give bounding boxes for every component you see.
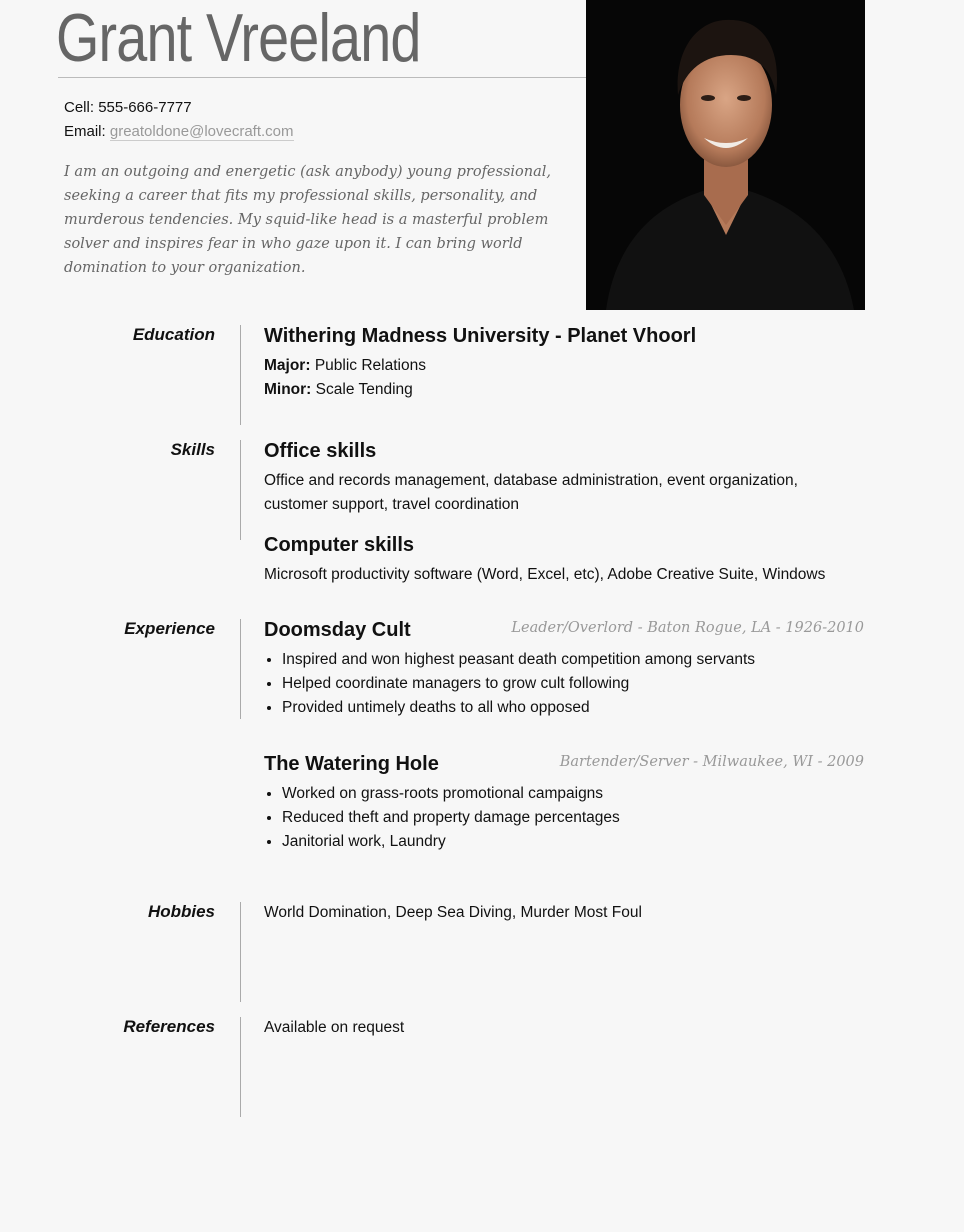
hobbies-section xyxy=(264,901,864,925)
list-item: • Helped coordinate managers to grow cult following xyxy=(282,672,864,696)
email-label: Email: xyxy=(64,123,106,140)
references-divider xyxy=(240,1017,241,1117)
hobbies-divider xyxy=(240,902,241,1002)
objective-statement: I am an outgoing and energetic (ask anybody) young professional, seeking a career that fits my professional skills, personality, and murderous tendencies. My squid-like head is a masterful problem solver and inspires fear in who gaze upon it. I can bring world domination to your organization. xyxy=(64,164,551,276)
hobbies-text: World Domination, Deep Sea Diving, Murder Most Foul xyxy=(264,904,642,921)
skill-group-title: Office skills xyxy=(264,440,377,462)
major-label: Major: xyxy=(264,357,311,374)
list-item: • Provided untimely deaths to all who opposed xyxy=(282,696,864,720)
experience-job xyxy=(264,752,864,854)
references-section xyxy=(264,1016,864,1040)
education-divider xyxy=(240,325,241,425)
skill-group-text: Office and records management, database administration, event organization, customer support, travel coordination xyxy=(264,472,798,513)
name-divider xyxy=(58,77,586,78)
job-bullets xyxy=(264,648,864,720)
email-link[interactable]: greatoldone@lovecraft.com xyxy=(109,123,294,140)
skill-group-text: Microsoft productivity software (Word, Excel, etc), Adobe Creative Suite, Windows xyxy=(264,566,826,583)
job-meta: Leader/Overlord - Baton Rogue, LA - 1926-2010 xyxy=(511,620,864,636)
job-company: The Watering Hole xyxy=(264,753,439,775)
section-label-experience: Experience xyxy=(124,619,215,638)
section-label-hobbies: Hobbies xyxy=(147,902,215,921)
cell-label: Cell: xyxy=(64,99,95,116)
portrait-photo-icon xyxy=(586,0,865,310)
list-item: • Inspired and won highest peasant death competition among servants xyxy=(282,648,864,672)
major-value: Public Relations xyxy=(314,357,426,374)
list-item: • Janitorial work, Laundry xyxy=(282,830,864,854)
list-item: • Reduced theft and property damage percentages xyxy=(282,806,864,830)
portrait-photo xyxy=(586,0,865,310)
section-label-skills: Skills xyxy=(170,440,215,459)
email-line xyxy=(64,120,294,144)
skills-section xyxy=(264,439,864,587)
job-bullets xyxy=(264,782,864,854)
resume-name: Grant Vreeland xyxy=(56,0,421,76)
contact-info xyxy=(64,96,294,144)
education-school: Withering Madness University - Planet Vhoorl xyxy=(264,325,697,347)
list-item: • Worked on grass-roots promotional campaigns xyxy=(282,782,864,806)
experience-job xyxy=(264,618,864,720)
section-label-references: References xyxy=(123,1017,215,1036)
job-meta: Bartender/Server - Milwaukee, WI - 2009 xyxy=(559,754,864,770)
section-label-education: Education xyxy=(132,325,215,344)
minor-value: Scale Tending xyxy=(315,381,413,398)
references-text: Available on request xyxy=(264,1019,405,1036)
experience-divider xyxy=(240,619,241,719)
cell-line xyxy=(64,96,294,120)
minor-label: Minor: xyxy=(264,381,312,398)
education-major xyxy=(264,354,864,378)
job-company: Doomsday Cult xyxy=(264,619,411,641)
skill-group-title: Computer skills xyxy=(264,534,415,556)
skills-divider xyxy=(240,440,241,540)
education-section xyxy=(264,324,864,402)
education-minor xyxy=(264,378,864,402)
cell-value: 555-666-7777 xyxy=(98,99,192,116)
